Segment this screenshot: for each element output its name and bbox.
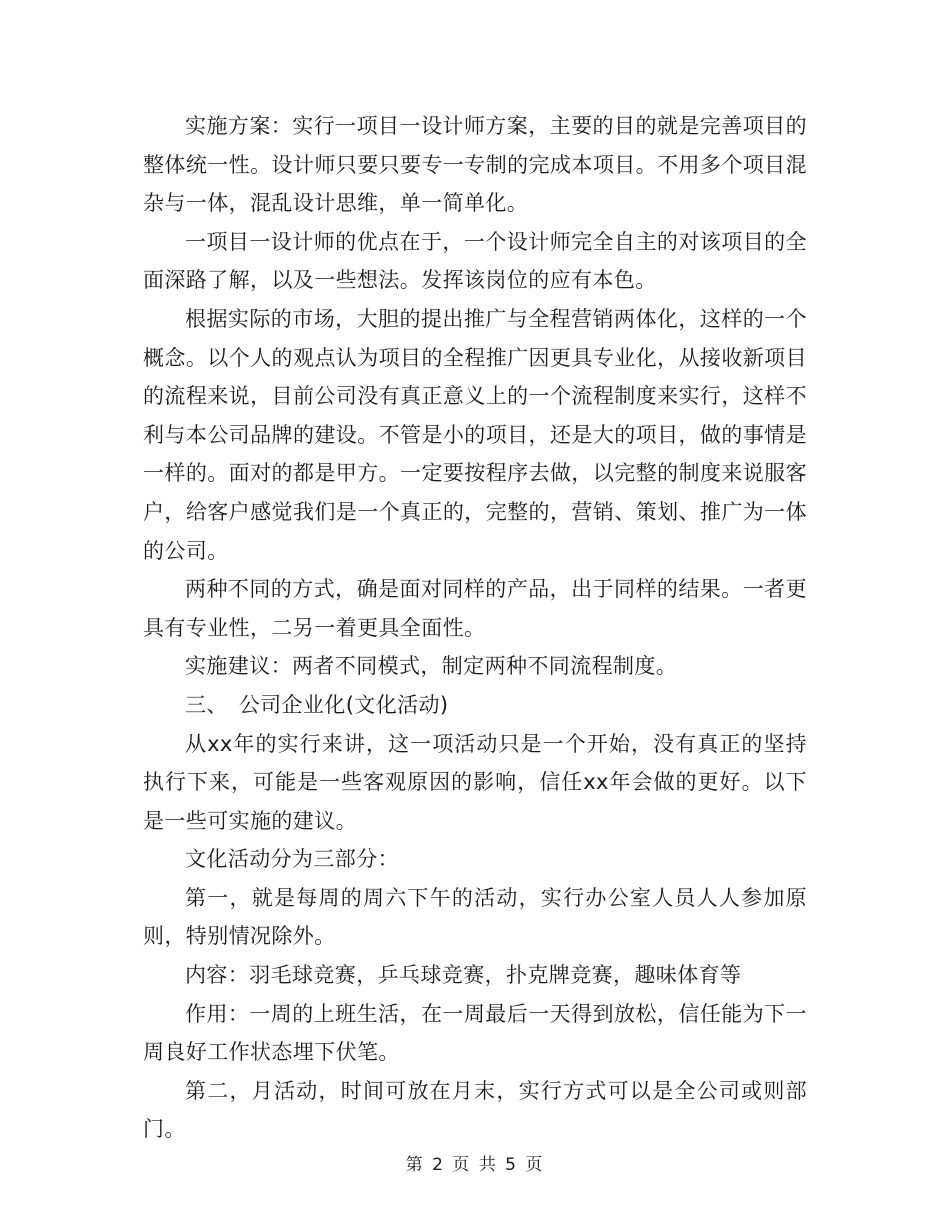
paragraph-market-integration: 根据实际的市场，大胆的提出推广与全程营销两体化，这样的一个概念。以个人的观点认为项目的全程推广因更具专业化，从接收新项目的流程来说，目前公司没有真正意义上的一个流程制度来实行，这样不利与本公司品牌的建设。不管是小的项目，还是大的项目，做的事情是一样的。面对的都是甲方。一定要按程序去做，以完整的制度来说服客户，给客户感觉我们是一个真正的，完整的，营销、策划、推广为一体的公司。 bbox=[143, 306, 807, 563]
paragraph-monthly-activity: 第二，月活动，时间可放在月末，实行方式可以是全公司或则部门。 bbox=[143, 1078, 807, 1142]
paragraph-activity-effect: 作用：一周的上班生活，在一周最后一天得到放松，信任能为下一周良好工作状态埋下伏笔。 bbox=[143, 1001, 807, 1065]
section-heading-corporate-culture: 三、 公司企业化(文化活动) bbox=[185, 692, 449, 717]
paragraph-implementation-plan: 实施方案：实行一项目一设计师方案，主要的目的就是完善项目的整体统一性。设计师只要只要专一专制的完成本项目。不用多个项目混杂与一体，混乱设计思维，单一简单化。 bbox=[143, 114, 807, 216]
paragraph-activity-content: 内容：羽毛球竞赛，乒乓球竞赛，扑克牌竞赛，趣味体育等 bbox=[185, 963, 742, 988]
paragraph-two-approaches: 两种不同的方式，确是面对同样的产品，出于同样的结果。一者更具有专业性，二另一着更具全面性。 bbox=[143, 577, 807, 640]
paragraph-activity-three-parts: 文化活动分为三部分： bbox=[185, 847, 399, 872]
paragraph-weekly-activity: 第一，就是每周的周六下午的活动，实行办公室人员人人参加原则，特别情况除外。 bbox=[143, 885, 807, 949]
document-body bbox=[143, 107, 807, 1149]
paragraph-implementation-suggestion: 实施建议：两者不同模式，制定两种不同流程制度。 bbox=[185, 654, 678, 679]
paragraph-designer-advantages: 一项目一设计师的优点在于，一个设计师完全自主的对该项目的全面深路了解，以及一些想法。发挥该岗位的应有本色。 bbox=[143, 229, 807, 293]
page-number-footer: 第 2 页 共 5 页 bbox=[405, 1155, 545, 1175]
paragraph-culture-activity-review: 从xx年的实行来讲，这一项活动只是一个开始，没有真正的坚持执行下来，可能是一些客观原因的影响，信任xx年会做的更好。以下是一些可实施的建议。 bbox=[143, 731, 807, 833]
